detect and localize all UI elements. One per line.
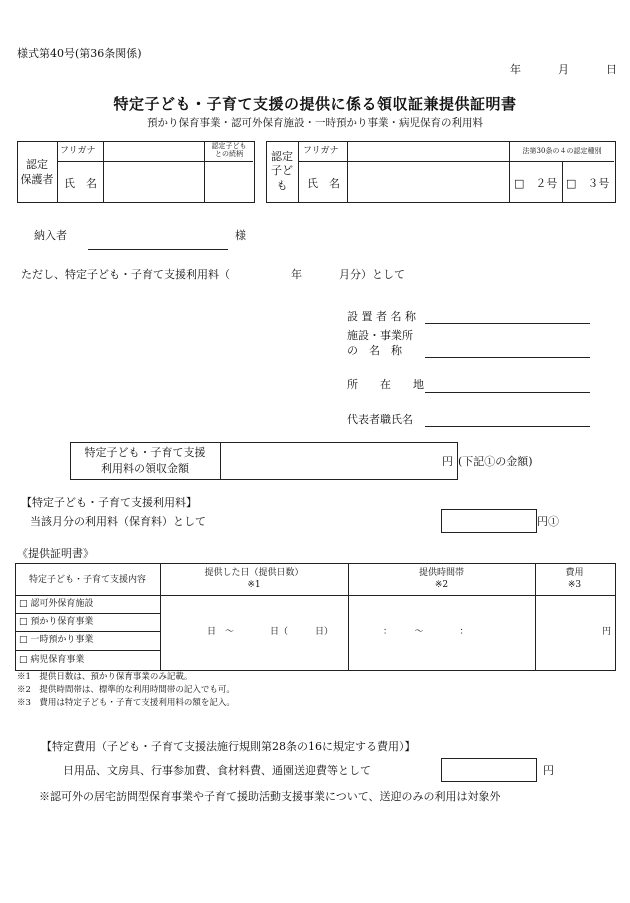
note-2: ※2 提供時間帯は、標準的な利用時間帯の記入でも可。 [17, 685, 235, 695]
date-day-label: 日 [606, 63, 617, 76]
payer-name-field[interactable] [88, 249, 228, 250]
provision-col-date-2: ※1 [247, 580, 261, 590]
fee-section-heading: 【特定子ども・子育て支援利用料】 [21, 496, 197, 509]
receipt-note: (下記①の金額) [458, 455, 533, 468]
guardian-furigana-label: フリガナ [60, 146, 96, 156]
provision-heading: 《提供証明書》 [17, 547, 94, 560]
document-title: 特定子ども・子育て支援の提供に係る領収証兼提供証明書 [113, 95, 517, 113]
however-text: ただし、特定子ども・子育て支援利用料（ [21, 268, 230, 281]
form-number: 様式第40号(第36条関係) [17, 47, 142, 60]
special-cost-heading: 【特定費用（子ども・子育て支援法施行規則第28条の16に規定する費用）】 [41, 740, 416, 753]
special-cost-line: 日用品、文房具、行事参加費、食材料費、通園送迎費等として [63, 764, 371, 777]
provision-item-azukari[interactable]: □ 預かり保育事業 [19, 617, 94, 627]
representative-field[interactable] [425, 426, 590, 427]
cert-type-3-checkbox[interactable]: □ ３号 [566, 177, 610, 190]
note-1: ※1 提供日数は、預かり保育事業のみ記載。 [17, 672, 193, 682]
note-3: ※3 費用は特定子ども・子育て支援利用料の額を記入。 [17, 698, 235, 708]
provision-item-unlicensed[interactable]: □ 認可外保育施設 [19, 599, 94, 609]
provision-time-text[interactable]: ： 〜 ： [383, 627, 469, 637]
document-subtitle: 預かり保育事業・認可外保育施設・一時預かり事業・病児保育の利用料 [147, 117, 483, 129]
child-name-field[interactable] [350, 166, 506, 198]
guardian-name-field[interactable] [106, 166, 202, 198]
fee-amount-field[interactable] [441, 509, 537, 533]
special-cost-yen: 円 [543, 764, 554, 777]
child-furigana-label: フリガナ [303, 146, 339, 156]
provision-date-text[interactable]: 日 〜 日（ 日） [207, 627, 334, 637]
provision-item-sick-child[interactable]: □ 病児保育事業 [19, 655, 85, 665]
provision-col-content: 特定子ども・子育て支援内容 [28, 575, 146, 585]
facility-name-field[interactable] [425, 357, 590, 358]
child-row-label: 認定 子ど も [271, 150, 293, 192]
fee-section-line: 当該月分の利用料（保育料）として [30, 515, 206, 528]
provision-col-cost-2: ※3 [567, 580, 582, 590]
payer-suffix: 様 [235, 229, 246, 242]
provision-cost-yen: 円 [602, 627, 612, 637]
date-year-label: 年 [510, 63, 521, 76]
special-cost-footnote: ※認可外の居宅訪問型保育事業や子育て援助活動支援事業について、送迎のみの利用は対象外 [39, 790, 501, 803]
cert-type-header: 法第30条の４の認定種別 [522, 147, 602, 155]
child-name-label: 氏 名 [307, 177, 340, 190]
guardian-name-label: 氏 名 [64, 177, 97, 190]
provision-col-cost-1: 費用 [565, 568, 584, 578]
establisher-field[interactable] [425, 323, 590, 324]
child-furigana-field[interactable] [350, 146, 506, 158]
establisher-label: 設 置 者 名 称 [347, 310, 416, 323]
representative-label: 代表者職氏名 [347, 413, 413, 426]
payer-label: 納入者 [34, 229, 67, 242]
cert-type-2-checkbox[interactable]: □ ２号 [514, 177, 558, 190]
special-cost-amount-field[interactable] [441, 758, 537, 782]
provision-col-time-1: 提供時間帯 [418, 568, 464, 578]
receipt-label-2: 利用料の領収金額 [101, 462, 189, 475]
guardian-row-label: 認定 保護者 [20, 158, 54, 186]
provision-col-date-1: 提供した日（提供日数） [204, 568, 304, 578]
provision-col-time-2: ※2 [434, 580, 449, 590]
address-label: 所 在 地 [347, 378, 424, 391]
however-month: 月分）として [339, 268, 405, 281]
facility-name-label-2: の 名 称 [347, 344, 402, 357]
address-field[interactable] [425, 392, 590, 393]
guardian-furigana-field[interactable] [106, 146, 202, 158]
guardian-relationship-field[interactable] [206, 164, 252, 198]
guardian-relationship-label: 認定子ども との続柄 [211, 142, 247, 158]
receipt-label-1: 特定子ども・子育て支援 [84, 446, 206, 459]
however-year: 年 [291, 268, 302, 281]
date-month-label: 月 [558, 63, 569, 76]
receipt-amount-field[interactable] [222, 444, 440, 476]
facility-name-label-1: 施設・事業所 [347, 329, 413, 342]
fee-yen-1: 円① [537, 515, 559, 528]
provision-item-temporary[interactable]: □ 一時預かり事業 [19, 635, 94, 645]
receipt-yen: 円 [442, 455, 453, 468]
